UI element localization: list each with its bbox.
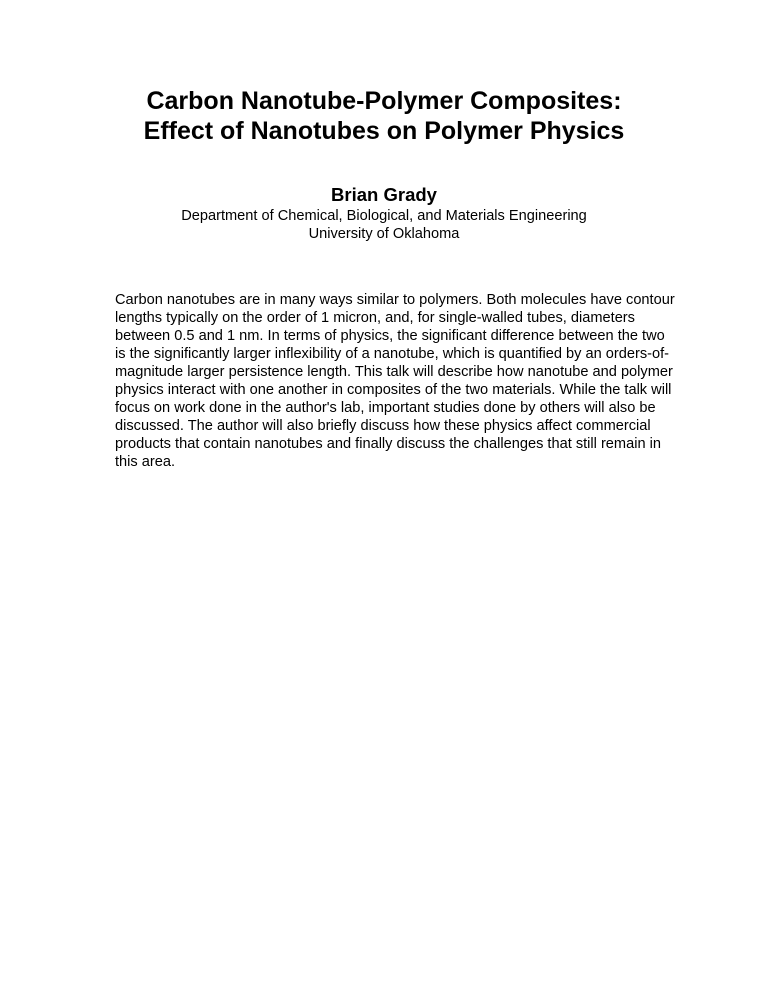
document-title [0,86,768,146]
author-affiliation [0,208,768,243]
author-name: Brian Grady [331,184,437,205]
abstract-paragraph: Carbon nanotubes are in many ways similar to polymers. Both molecules have contour lengths typically on the order of 1 micron, and, for single-walled tubes, diameters between 0.5 and 1 nm. In terms of physics, the significant difference between the two is the significantly larger inflexibility of a nanotube, which is quantified by an orders-of-magnitude larger persistence length. This talk will describe how nanotube and polymer physics interact with one another in composites of the two materials. While the talk will focus on work done in the author's lab, important studies done by others will also be discussed. The author will also briefly discuss how these physics affect commercial products that contain nanotubes and finally discuss the challenges that still remain in this area. [115,292,675,470]
affiliation-university: University of Oklahoma [308,225,460,242]
affiliation-department: Department of Chemical, Biological, and Materials Engineering [181,208,587,224]
title-line-1: Carbon Nanotube-Polymer Composites: [146,87,622,115]
title-line-2: Effect of Nanotubes on Polymer Physics [143,117,625,145]
